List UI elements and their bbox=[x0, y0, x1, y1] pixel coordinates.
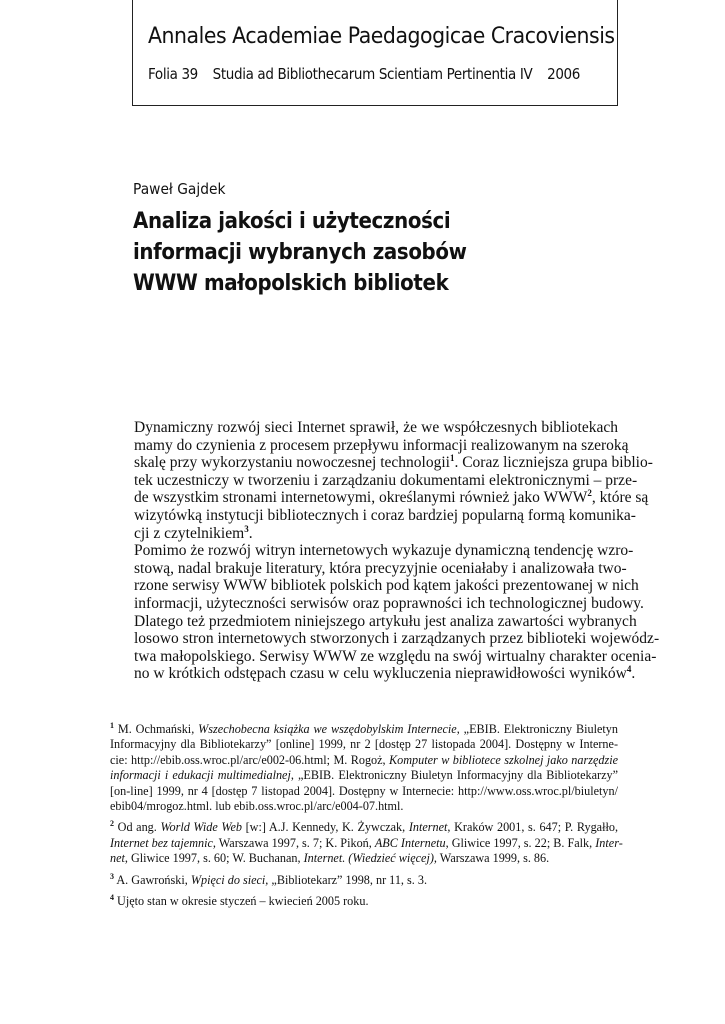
title-line: Analiza jakości i użyteczności bbox=[133, 209, 451, 234]
footnote-ref: 4 bbox=[626, 664, 632, 675]
text-line: Dynamiczny rozwój sieci Internet sprawił, że we współczesnych bibliotekach bbox=[134, 419, 618, 436]
text-line: mamy do czynienia z procesem przepływu informacji realizowanym na szeroką bbox=[134, 436, 629, 454]
footnote-number: 2 bbox=[110, 819, 114, 829]
text-line: cji z czytelnikiem$^3$. bbox=[134, 523, 253, 542]
publication-year: 2006 bbox=[547, 65, 581, 83]
article-body bbox=[110, 419, 660, 683]
text-line: twa małopolskiego. Serwisy WWW ze względu na swój wirtualny charakter ocenia- bbox=[134, 647, 657, 665]
text-line: stową, nadal brakuje literatury, która precyzyjnie oceniałaby i analizowała two- bbox=[134, 559, 627, 577]
text-line: de wszystkim stronami internetowymi, określanymi również jako WWW$^2$, które są bbox=[134, 488, 649, 507]
footnote-4: $^4$ Ujęto stan w okresie styczeń – kwiecień 2005 roku. bbox=[110, 893, 369, 909]
text-line: Dlatego też przedmiotem niniejszego artykułu jest analiza zawartości wybranych bbox=[134, 612, 637, 630]
text-line: rzone serwisy WWW bibliotek polskich pod kątem jakości prezentowanej w nich bbox=[134, 577, 639, 595]
journal-series-line bbox=[148, 65, 591, 83]
footnote-number: 4 bbox=[110, 893, 114, 902]
article-title bbox=[133, 206, 467, 299]
title-line: WWW małopolskich bibliotek bbox=[133, 271, 449, 296]
footnote-ref: 1 bbox=[449, 453, 455, 464]
footnote-3: $^3$ A. Gawroński, Wpięci do sieci, „Bibliotekarz” 1998, nr 11, s. 3. bbox=[110, 871, 427, 887]
footnote-number: 1 bbox=[110, 720, 114, 730]
article-author: Paweł Gajdek bbox=[133, 180, 226, 198]
title-line: informacji wybranych zasobów bbox=[133, 240, 467, 265]
footnote-ref: 3 bbox=[244, 523, 249, 534]
paragraph-2 bbox=[110, 542, 660, 683]
footnote-1: $^1$ M. Ochmański, Wszechobecna książka we wszędobylskim Internecie, „EBIB. Elektroniczny Biuletyn Informacyjny dla Bibliotekarzy” [online] 1999, nr 2 [dostęp 27 listopada 2004]. Dostępny w Interne- cie: http://ebib.oss.wroc.pl/arc/e002-06.html; M. Rogoż, Komputer w bibliotece szkolnej jako narzędzie informacji i edukacji multimedialnej, „EBIB. Elektroniczny Biuletyn Informacyjny dla Bibliotekarzy” [on-line] 1999, nr 4 [dostęp 7 listopad 2004]. Dostępny w Internecie: http://www.oss.wroc.pl/biuletyn/ ebib04/mrogoz.html. lub ebib.oss.wroc.pl/arc/e004-07.html. bbox=[110, 720, 618, 814]
footnotes bbox=[110, 720, 623, 915]
footnote-ref: 2 bbox=[587, 488, 592, 499]
header-frame bbox=[132, 0, 618, 106]
folia-number: Folia 39 bbox=[148, 65, 198, 83]
journal-title: Annales Academiae Paedagogicae Cracoviensis bbox=[148, 24, 615, 49]
text-line: no w krótkich odstępach czasu w celu wykluczenia nieprawidłowości wyników$^4$. bbox=[134, 664, 636, 683]
series-name: Studia ad Bibliothecarum Scientiam Pertinentia IV bbox=[212, 65, 533, 83]
paragraph-1 bbox=[110, 419, 653, 542]
footnote-number: 3 bbox=[110, 871, 114, 881]
text-line: wizytówką instytucji bibliotecznych i coraz bardziej popularną formą komunika- bbox=[134, 506, 636, 524]
text-line: skalę przy wykorzystaniu nowoczesnej technologii$^1$. Coraz liczniejsza grupa biblio- bbox=[134, 453, 653, 472]
text-line: tek uczestniczy w tworzeniu i zarządzaniu dokumentami elektronicznymi – prze- bbox=[134, 471, 638, 489]
text-line: Pomimo że rozwój witryn internetowych wykazuje dynamiczną tendencję wzro- bbox=[134, 542, 634, 560]
text-line: informacji, użyteczności serwisów oraz poprawności ich technologicznej budowy. bbox=[134, 594, 644, 612]
text-line: losowo stron internetowych stworzonych i zarządzanych przez biblioteki wojewódz- bbox=[134, 630, 660, 648]
footnote-2: $^2$ Od ang. World Wide Web [w:] A.J. Kennedy, K. Żywczak, Internet, Kraków 2001, s. 647; P. Rygałło, Internet bez tajemnic, Warszawa 1997, s. 7; K. Pikoń, ABC Internetu, Gliwice 1997, s. 22; B. Falk, Inter- net, Gliwice 1997, s. 60; W. Buchanan, Internet. (Wiedzieć więcej), Warszawa 1999, s. 86. bbox=[110, 819, 623, 866]
